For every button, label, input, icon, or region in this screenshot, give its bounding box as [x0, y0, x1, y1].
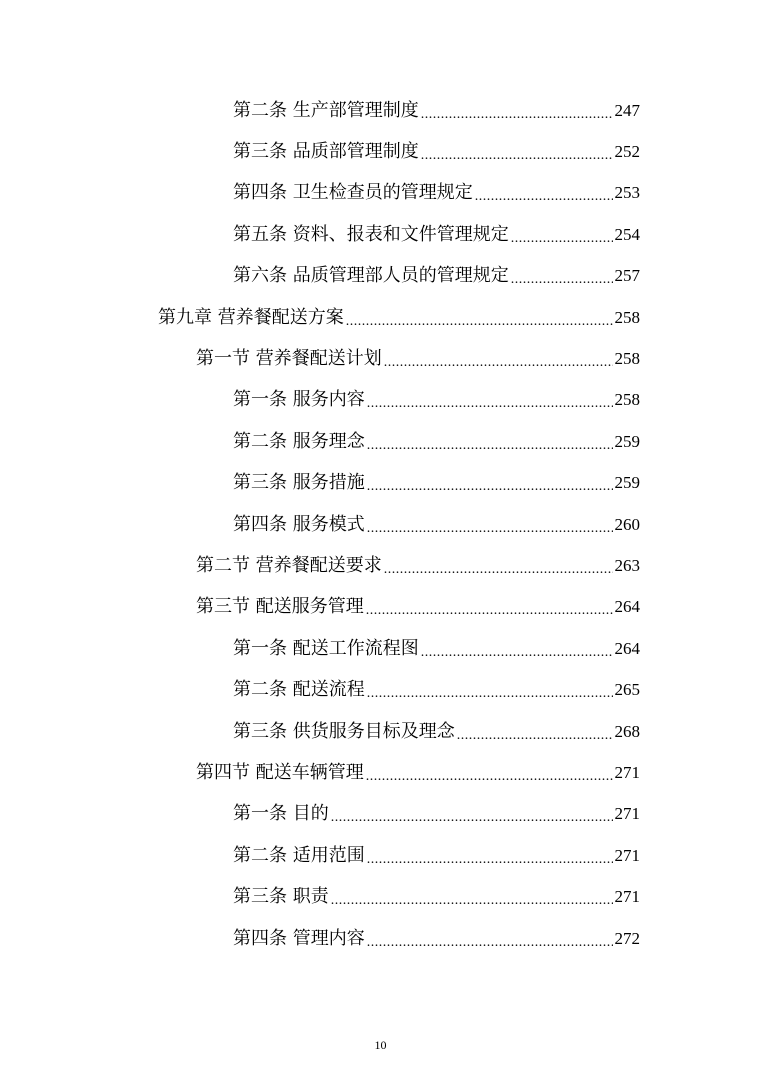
toc-leader-dots [331, 890, 613, 912]
toc-entry-title: 第三节 配送服务管理 [196, 596, 364, 618]
toc-entry-page: 264 [614, 597, 640, 617]
toc-entry-page: 271 [614, 845, 640, 865]
toc-entry[interactable] [0, 463, 640, 504]
toc-entry-title: 第二条 服务理念 [233, 430, 365, 452]
toc-entry-title: 第五条 资料、报表和文件管理规定 [233, 223, 509, 245]
toc-entry-title: 第三条 供货服务目标及理念 [233, 720, 455, 742]
toc-entry-title: 第三条 品质部管理制度 [233, 141, 419, 163]
toc-entry-page: 263 [614, 555, 640, 575]
toc-entry-title: 第二条 配送流程 [233, 679, 365, 701]
toc-leader-dots [366, 766, 613, 788]
toc-entry-page: 252 [614, 142, 640, 162]
toc-entry-title: 第四条 卫生检查员的管理规定 [233, 182, 473, 204]
toc-leader-dots [475, 186, 613, 208]
toc-entry-section[interactable] [0, 545, 640, 586]
toc-entry[interactable] [0, 504, 640, 545]
toc-leader-dots [421, 642, 613, 664]
toc-entry-title: 第一条 目的 [233, 803, 329, 825]
toc-leader-dots [367, 683, 613, 705]
toc-leader-dots [421, 104, 613, 126]
toc-entry-chapter[interactable] [0, 297, 640, 338]
page-number: 10 [374, 1038, 387, 1052]
toc-entry-page: 260 [614, 514, 640, 534]
toc-leader-dots [367, 849, 613, 871]
toc-entry-page: 264 [614, 638, 640, 658]
toc-entry[interactable] [0, 380, 640, 421]
toc-entry[interactable] [0, 421, 640, 462]
toc-entry-page: 271 [614, 762, 640, 782]
toc-entry-title: 第二条 适用范围 [233, 844, 365, 866]
toc-entry-page: 272 [614, 928, 640, 948]
toc-entry-title: 第二节 营养餐配送要求 [196, 554, 382, 576]
toc-entry-section[interactable] [0, 338, 640, 379]
toc-leader-dots [331, 807, 613, 829]
toc-entry[interactable] [0, 173, 640, 214]
toc-entry-title: 第一节 营养餐配送计划 [196, 348, 382, 370]
toc-entry-title: 第四节 配送车辆管理 [196, 761, 364, 783]
toc-entry[interactable] [0, 835, 640, 876]
toc-entry-page: 259 [614, 431, 640, 451]
toc-leader-dots [367, 476, 613, 498]
toc-entry[interactable] [0, 214, 640, 255]
toc-entry-title: 第四条 管理内容 [233, 927, 365, 949]
toc-entry-title: 第一条 服务内容 [233, 389, 365, 411]
toc-entry-page: 257 [614, 266, 640, 286]
toc-entry-page: 271 [614, 804, 640, 824]
toc-entry-title: 第三条 职责 [233, 886, 329, 908]
toc-entry-page: 258 [614, 307, 640, 327]
toc-leader-dots [367, 518, 613, 540]
toc-leader-dots [346, 311, 613, 333]
toc-entry-title: 第九章 营养餐配送方案 [158, 306, 344, 328]
toc-leader-dots [511, 269, 613, 291]
toc-entry[interactable] [0, 918, 640, 959]
toc-leader-dots [457, 725, 613, 747]
toc-leader-dots [421, 145, 613, 167]
toc-entry-page: 253 [614, 183, 640, 203]
toc-entry-page: 254 [614, 224, 640, 244]
toc-entry-section[interactable] [0, 752, 640, 793]
toc-leader-dots [367, 435, 613, 457]
toc-entry-title: 第一条 配送工作流程图 [233, 637, 419, 659]
table-of-contents [0, 90, 761, 959]
toc-entry-page: 265 [614, 680, 640, 700]
toc-entry-title: 第六条 品质管理部人员的管理规定 [233, 265, 509, 287]
toc-entry-title: 第二条 生产部管理制度 [233, 99, 419, 121]
toc-entry-page: 247 [614, 100, 640, 120]
toc-entry[interactable] [0, 711, 640, 752]
toc-entry[interactable] [0, 131, 640, 172]
toc-leader-dots [511, 228, 613, 250]
toc-entry[interactable] [0, 628, 640, 669]
toc-entry[interactable] [0, 90, 640, 131]
toc-entry[interactable] [0, 256, 640, 297]
toc-entry-page: 259 [614, 473, 640, 493]
toc-entry[interactable] [0, 669, 640, 710]
toc-leader-dots [384, 559, 613, 581]
toc-entry-title: 第四条 服务模式 [233, 513, 365, 535]
toc-entry-page: 258 [614, 390, 640, 410]
toc-entry[interactable] [0, 794, 640, 835]
toc-entry-page: 271 [614, 887, 640, 907]
toc-entry[interactable] [0, 876, 640, 917]
toc-entry-page: 268 [614, 721, 640, 741]
toc-leader-dots [366, 600, 613, 622]
toc-leader-dots [367, 393, 613, 415]
toc-leader-dots [367, 932, 613, 954]
toc-entry-page: 258 [614, 349, 640, 369]
toc-leader-dots [384, 352, 613, 374]
toc-entry-section[interactable] [0, 587, 640, 628]
toc-entry-title: 第三条 服务措施 [233, 472, 365, 494]
